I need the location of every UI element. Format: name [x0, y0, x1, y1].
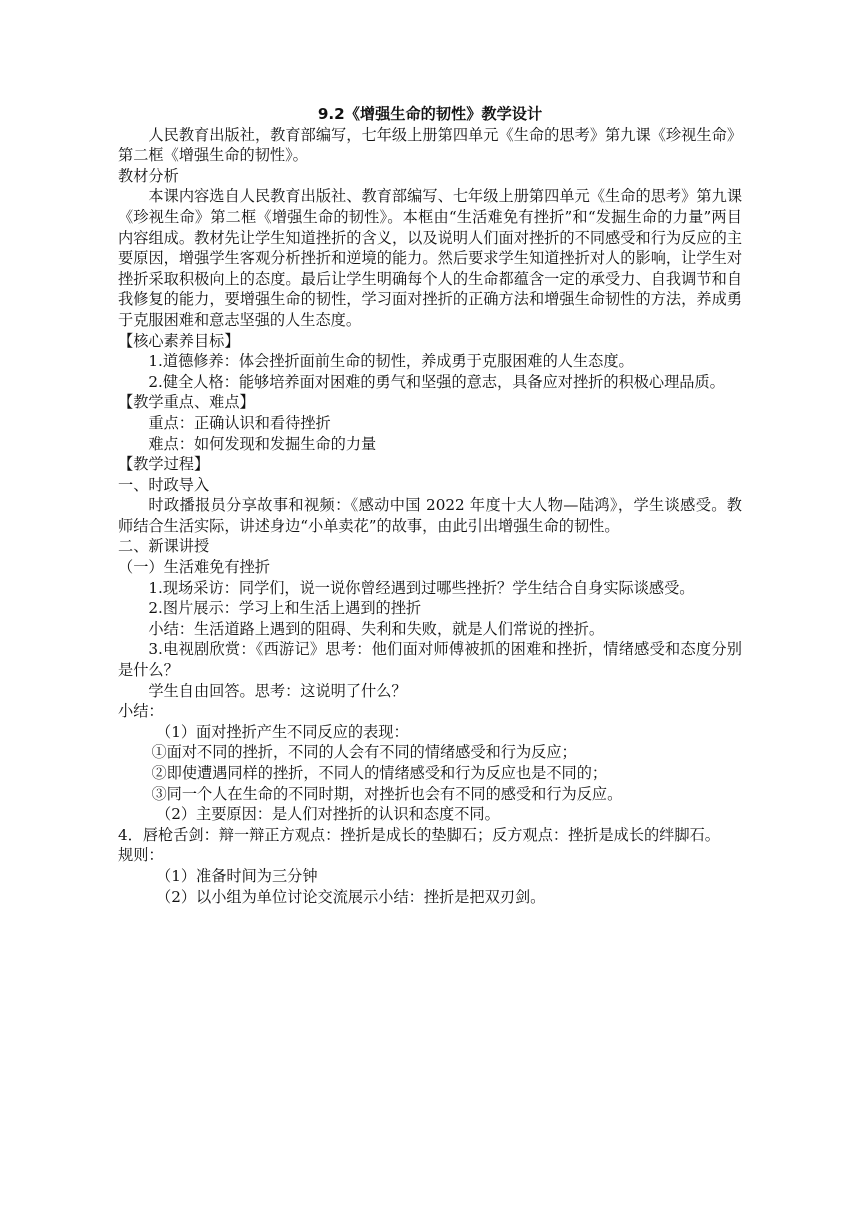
section-heading-textbook-analysis: 教材分析 [118, 166, 179, 185]
summary-subitem-1: ①面对不同的挫折，不同的人会有不同的情绪感受和行为反应； [151, 743, 577, 762]
summary-heading: 小结： [118, 702, 164, 721]
rules-heading: 规则： [118, 846, 164, 865]
document-title: 9.2《增强生命的韧性》教学设计 [317, 105, 543, 123]
difficult-point: 难点：如何发现和发掘生命的力量 [148, 434, 377, 453]
summary-subitem-3: ③同一个人在生命的不同时期，对挫折也会有不同的感受和行为反应。 [151, 784, 623, 803]
subsection-heading-intro: 一、时政导入 [118, 475, 210, 494]
rule-item-2: （2）以小组为单位讨论交流展示小结：挫折是把双刃剑。 [156, 887, 546, 906]
rule-item-1: （1）准备时间为三分钟 [156, 866, 318, 885]
summary-item-1: （1）面对挫折产生不同反应的表现： [156, 722, 409, 741]
textbook-analysis-paragraph: 本课内容选自人民教育出版社、教育部编写、七年级上册第四单元《生命的思考》第九课《珍视生命》第二框《增强生命的韧性》。本框由“生活难免有挫折”和“发掘生命的力量”两目内容组成。教材先让学生知道挫折的含义，以及说明人们面对挫折的不同感受和行为反应的主要原因，增强学生客观分析挫折和逆境的能力。然后要求学生知道挫折对人的影响，让学生对挫折采取积极向上的态度。最后让学生明确每个人的生命都蕴含一定的承受力、自我调节和自我修复的能力，要增强生命的韧性，学习面对挫折的正确方法和增强生命韧性的方法，养成勇于克服困难和意志坚强的人生态度。 [118, 187, 742, 329]
goal-item-1: 1.道德修养：体会挫折面前生命的韧性，养成勇于克服困难的人生态度。 [148, 352, 634, 371]
summary-frustration-definition: 小结：生活道路上遇到的阻碍、失利和失败，就是人们常说的挫折。 [148, 619, 605, 638]
goal-item-2: 2.健全人格：能够培养面对困难的勇气和坚强的意志，具备应对挫折的积极心理品质。 [148, 372, 725, 391]
summary-subitem-2: ②即使遭遇同样的挫折，不同人的情绪感受和行为反应也是不同的； [151, 764, 608, 782]
activity-tv-drama: 3.电视剧欣赏：《西游记》思考：他们面对师傅被抓的困难和挫折，情绪感受和态度分别是什么？ [118, 640, 742, 680]
intro-activity-paragraph: 时政播报员分享故事和视频：《感动中国 2022 年度十大人物—陆鸿》，学生谈感受。教师结合生活实际，讲述身边“小单卖花”的故事，由此引出增强生命的韧性。 [118, 496, 742, 535]
subsection-heading-frustration: （一）生活难免有挫折 [118, 558, 270, 577]
section-heading-teaching-process: 【教学过程】 [118, 455, 210, 474]
section-heading-key-points: 【教学重点、难点】 [118, 393, 255, 412]
activity-debate: 4．唇枪舌剑：辩一辩正方观点：挫折是成长的垫脚石；反方观点：挫折是成长的绊脚石。 [118, 825, 720, 844]
key-point: 重点：正确认识和看待挫折 [148, 413, 331, 432]
subsection-heading-new-lesson: 二、新课讲授 [118, 537, 210, 556]
document-body [118, 104, 742, 907]
student-answer-prompt: 学生自由回答。思考：这说明了什么？ [148, 681, 407, 700]
intro-paragraph: 人民教育出版社，教育部编写，七年级上册第四单元《生命的思考》第九课《珍视生命》第二框《增强生命的韧性》。 [118, 125, 742, 165]
summary-item-2: （2）主要原因：是人们对挫折的认识和态度不同。 [156, 805, 500, 824]
activity-interview: 1.现场采访：同学们，说一说你曾经遇到过哪些挫折？学生结合自身实际谈感受。 [148, 578, 695, 597]
section-heading-core-goals: 【核心素养目标】 [118, 331, 240, 350]
activity-pictures: 2.图片展示：学习上和生活上遇到的挫折 [148, 599, 422, 618]
